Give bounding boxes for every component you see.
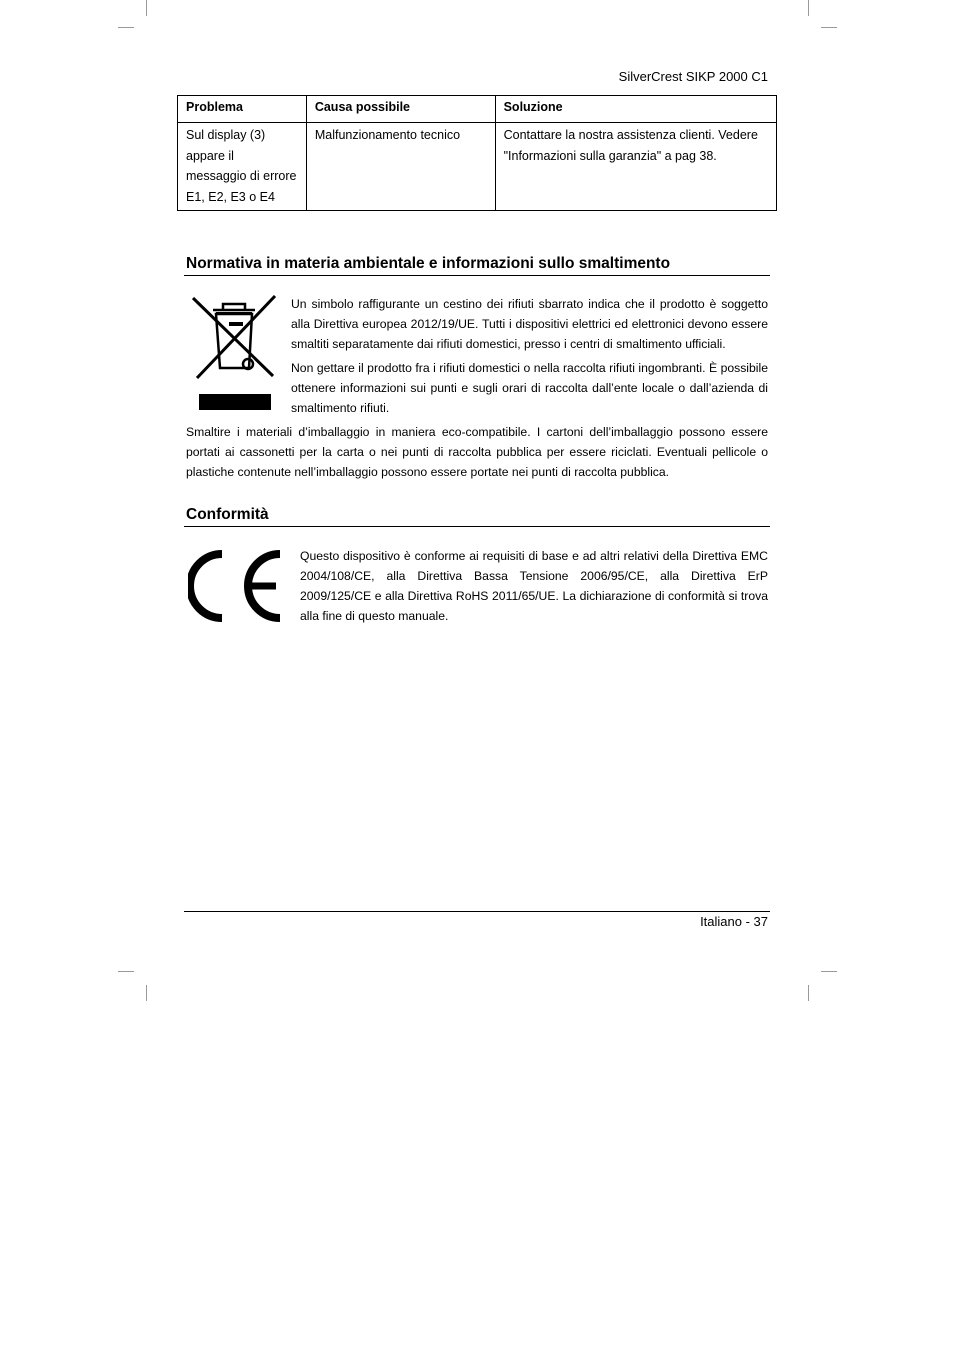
solution-line: "Informazioni sulla garanzia" a pag 38.: [503, 148, 717, 163]
footer-rule: [184, 911, 770, 912]
troubleshooting-table: [177, 95, 777, 211]
column-header: Causa possibile: [306, 96, 495, 123]
crop-mark: [808, 985, 809, 1001]
solution-cell: [495, 123, 776, 211]
problem-line: appare il: [186, 148, 234, 163]
crop-mark: [821, 27, 837, 28]
problem-line: messaggio di errore: [186, 169, 297, 183]
heading-rule: [184, 275, 770, 276]
problem-cell: [178, 123, 307, 211]
crop-mark: [808, 0, 809, 16]
crop-mark: [118, 27, 134, 28]
ce-mark-icon: [188, 550, 286, 622]
column-header: Problema: [178, 96, 307, 123]
cause-cell: Malfunzionamento tecnico: [306, 123, 495, 211]
page-header: SilverCrest SIKP 2000 C1: [618, 69, 768, 84]
crop-mark: [146, 0, 147, 16]
weee-paragraph: Un simbolo raffigurante un cestino dei rifiuti sbarrato indica che il prodotto è soggetto alla Direttiva europea 2012/19/UE. Tutti i dispositivi elettrici ed elettronici devono essere smaltiti separatamente dai rifiuti domestici, presso i centri di smaltimento ufficiali.: [291, 297, 768, 351]
crop-mark: [118, 971, 134, 972]
table-row: [178, 123, 777, 211]
conformity-heading: Conformità: [186, 506, 269, 523]
column-header: Soluzione: [495, 96, 776, 123]
environment-heading: Normativa in materia ambientale e informazioni sullo smaltimento: [186, 255, 671, 272]
crop-mark: [146, 985, 147, 1001]
table-header-row: [178, 96, 777, 123]
problem-line: Sul display (3): [186, 128, 266, 142]
household-waste-paragraph: Non gettare il prodotto fra i rifiuti domestici o nella raccolta rifiuti ingombranti. È possibile ottenere informazioni sui punti e sugli orari di raccolta dall’ente locale o dall’azienda di smaltimento rifiuti.: [291, 361, 768, 415]
crop-mark: [821, 971, 837, 972]
crossed-out-wheelie-bin-icon: [189, 292, 279, 414]
heading-rule: [184, 526, 770, 527]
page-number: Italiano - 37: [700, 914, 768, 929]
solution-line: Contattare la nostra assistenza clienti. Vedere: [503, 128, 758, 142]
conformity-paragraph: Questo dispositivo è conforme ai requisiti di base e ad altri relativi della Direttiva EMC 2004/108/CE, alla Direttiva Bassa Tensione 2006/95/CE, alla Direttiva ErP 2009/125/CE e alla Direttiva RoHS 2011/65/UE. La dichiarazione di conformità si trova alla fine di questo manuale.: [300, 549, 768, 623]
packaging-paragraph: Smaltire i materiali d’imballaggio in maniera eco-compatibile. I cartoni dell’imballaggio possono essere portati ai cassonetti per la carta o nei punti di raccolta pubblica per essere riciclati. Eventuali pellicole o plastiche contenute nell’imballaggio possono essere portate nei punti di raccolta pubblica.: [186, 425, 768, 479]
problem-line: E1, E2, E3 o E4: [186, 189, 275, 204]
